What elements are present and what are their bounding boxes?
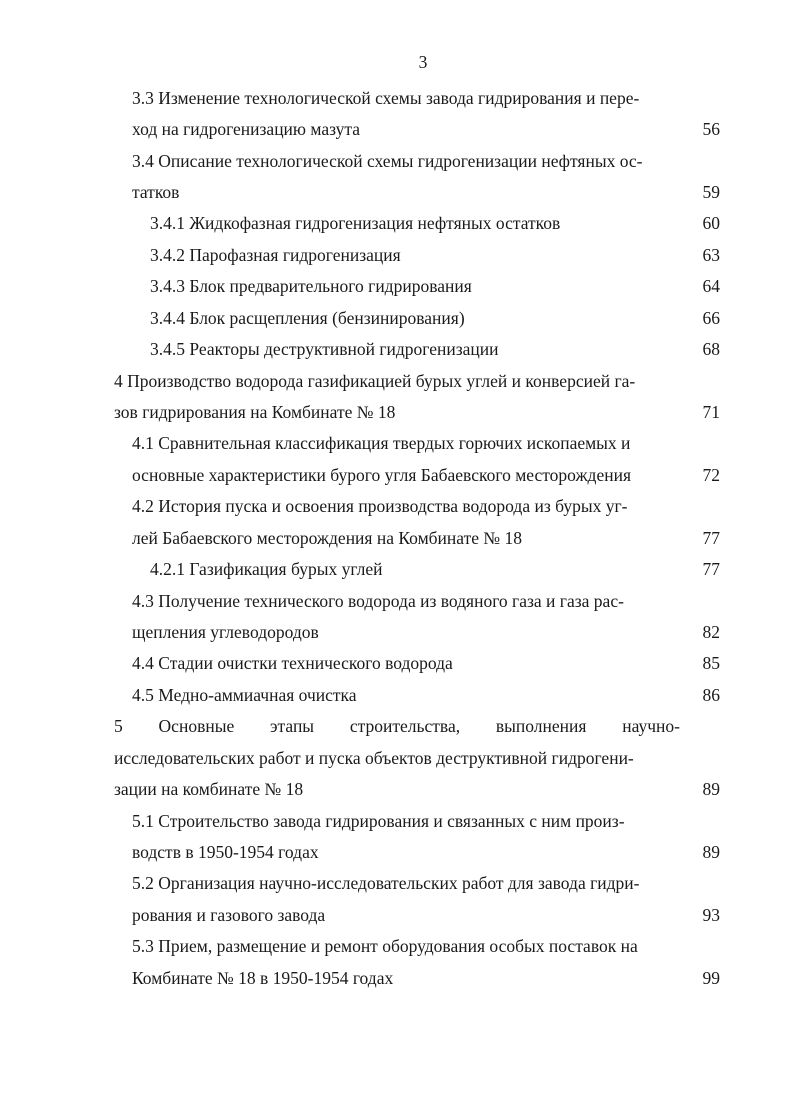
toc-word: строительства, <box>349 716 461 736</box>
toc-text: зов гидрирования на Комбинате № 18 <box>114 402 396 422</box>
toc-line <box>0 714 793 738</box>
toc-text: 4.5 Медно-аммиачная очистка <box>132 685 357 705</box>
toc-text: 5.2 Организация научно-исследовательских работ для завода гидри- <box>132 873 640 893</box>
toc-line <box>0 840 793 864</box>
toc-line <box>0 211 793 235</box>
toc-text: 4.2.1 Газификация бурых углей <box>150 559 383 579</box>
toc-text: 3.4.5 Реакторы деструктивной гидрогенизации <box>150 339 499 359</box>
toc-page: 66 <box>702 308 720 328</box>
toc-page: 77 <box>702 559 720 579</box>
toc-text: 5.1 Строительство завода гидрирования и связанных с ним произ- <box>132 811 625 831</box>
toc-text: ход на гидрогенизацию мазута <box>132 119 361 139</box>
toc-text: исследовательских работ и пуска объектов деструктивной гидрогени- <box>114 748 634 768</box>
toc-line <box>0 746 793 770</box>
toc-text: 5.3 Прием, размещение и ремонт оборудования особых поставок на <box>132 936 638 956</box>
toc-line <box>0 589 793 613</box>
toc-page: 63 <box>702 245 720 265</box>
toc-page: 89 <box>702 779 720 799</box>
toc-line <box>0 620 793 644</box>
toc-text: 3.4.3 Блок предварительного гидрирования <box>150 276 472 296</box>
toc-text: 3.4.4 Блок расщепления (бензинирования) <box>150 308 465 328</box>
page-number: 3 <box>418 52 428 72</box>
toc-line <box>0 274 793 298</box>
toc-text: 4.1 Сравнительная классификация твердых горючих ископаемых и <box>132 433 631 453</box>
toc-text: 4 Производство водорода газификацией бурых углей и конверсией га- <box>114 371 636 391</box>
toc-line <box>0 180 793 204</box>
toc-page: 89 <box>702 842 720 862</box>
toc-text: татков <box>132 182 180 202</box>
toc-page: 72 <box>702 465 720 485</box>
toc-line <box>0 903 793 927</box>
toc-line <box>0 683 793 707</box>
toc-page: 93 <box>702 905 720 925</box>
toc-word: научно- <box>622 716 680 736</box>
toc-line <box>0 557 793 581</box>
toc-line <box>0 871 793 895</box>
toc-line <box>0 117 793 141</box>
toc-page: 64 <box>702 276 720 296</box>
toc-text-justified <box>114 714 680 738</box>
toc-line <box>0 337 793 361</box>
toc-line <box>0 809 793 833</box>
toc-text: лей Бабаевского месторождения на Комбинате № 18 <box>132 528 522 548</box>
toc-text: 3.3 Изменение технологической схемы завода гидрирования и пере- <box>132 88 640 108</box>
toc-line <box>0 463 793 487</box>
toc-text: Комбинате № 18 в 1950-1954 годах <box>132 968 394 988</box>
toc-text: щепления углеводородов <box>132 622 319 642</box>
toc-page: 99 <box>702 968 720 988</box>
toc-line <box>0 494 793 518</box>
toc-text: 3.4.2 Парофазная гидрогенизация <box>150 245 401 265</box>
toc-line <box>0 306 793 330</box>
toc-line <box>0 86 793 110</box>
toc-line <box>0 149 793 173</box>
toc-word: 5 <box>114 716 123 736</box>
toc-page: 82 <box>702 622 720 642</box>
toc-page: 71 <box>702 402 720 422</box>
toc-text: зации на комбинате № 18 <box>114 779 304 799</box>
toc-word: этапы <box>270 716 315 736</box>
toc-line <box>0 431 793 455</box>
toc-line <box>0 369 793 393</box>
toc-page: 56 <box>702 119 720 139</box>
toc-text: 3.4.1 Жидкофазная гидрогенизация нефтяных остатков <box>150 213 561 233</box>
toc-page: 85 <box>702 653 720 673</box>
toc-page: 60 <box>702 213 720 233</box>
toc-text: 4.3 Получение технического водорода из водяного газа и газа рас- <box>132 591 624 611</box>
toc-line <box>0 526 793 550</box>
toc-page: 86 <box>702 685 720 705</box>
toc-text: 3.4 Описание технологической схемы гидрогенизации нефтяных ос- <box>132 151 643 171</box>
toc-line <box>0 400 793 424</box>
toc-line <box>0 777 793 801</box>
toc-text: основные характеристики бурого угля Бабаевского месторождения <box>132 465 632 485</box>
toc-word: Основные <box>158 716 235 736</box>
toc-line <box>0 651 793 675</box>
toc-page: 77 <box>702 528 720 548</box>
toc-page: 68 <box>702 339 720 359</box>
toc-text: рования и газового завода <box>132 905 326 925</box>
toc-line <box>0 934 793 958</box>
toc-line <box>0 243 793 267</box>
toc-text: водств в 1950-1954 годах <box>132 842 319 862</box>
toc-line <box>0 966 793 990</box>
toc-word: выполнения <box>495 716 587 736</box>
toc-text: 4.4 Стадии очистки технического водорода <box>132 653 453 673</box>
toc-page: 59 <box>702 182 720 202</box>
toc-text: 4.2 История пуска и освоения производства водорода из бурых уг- <box>132 496 628 516</box>
